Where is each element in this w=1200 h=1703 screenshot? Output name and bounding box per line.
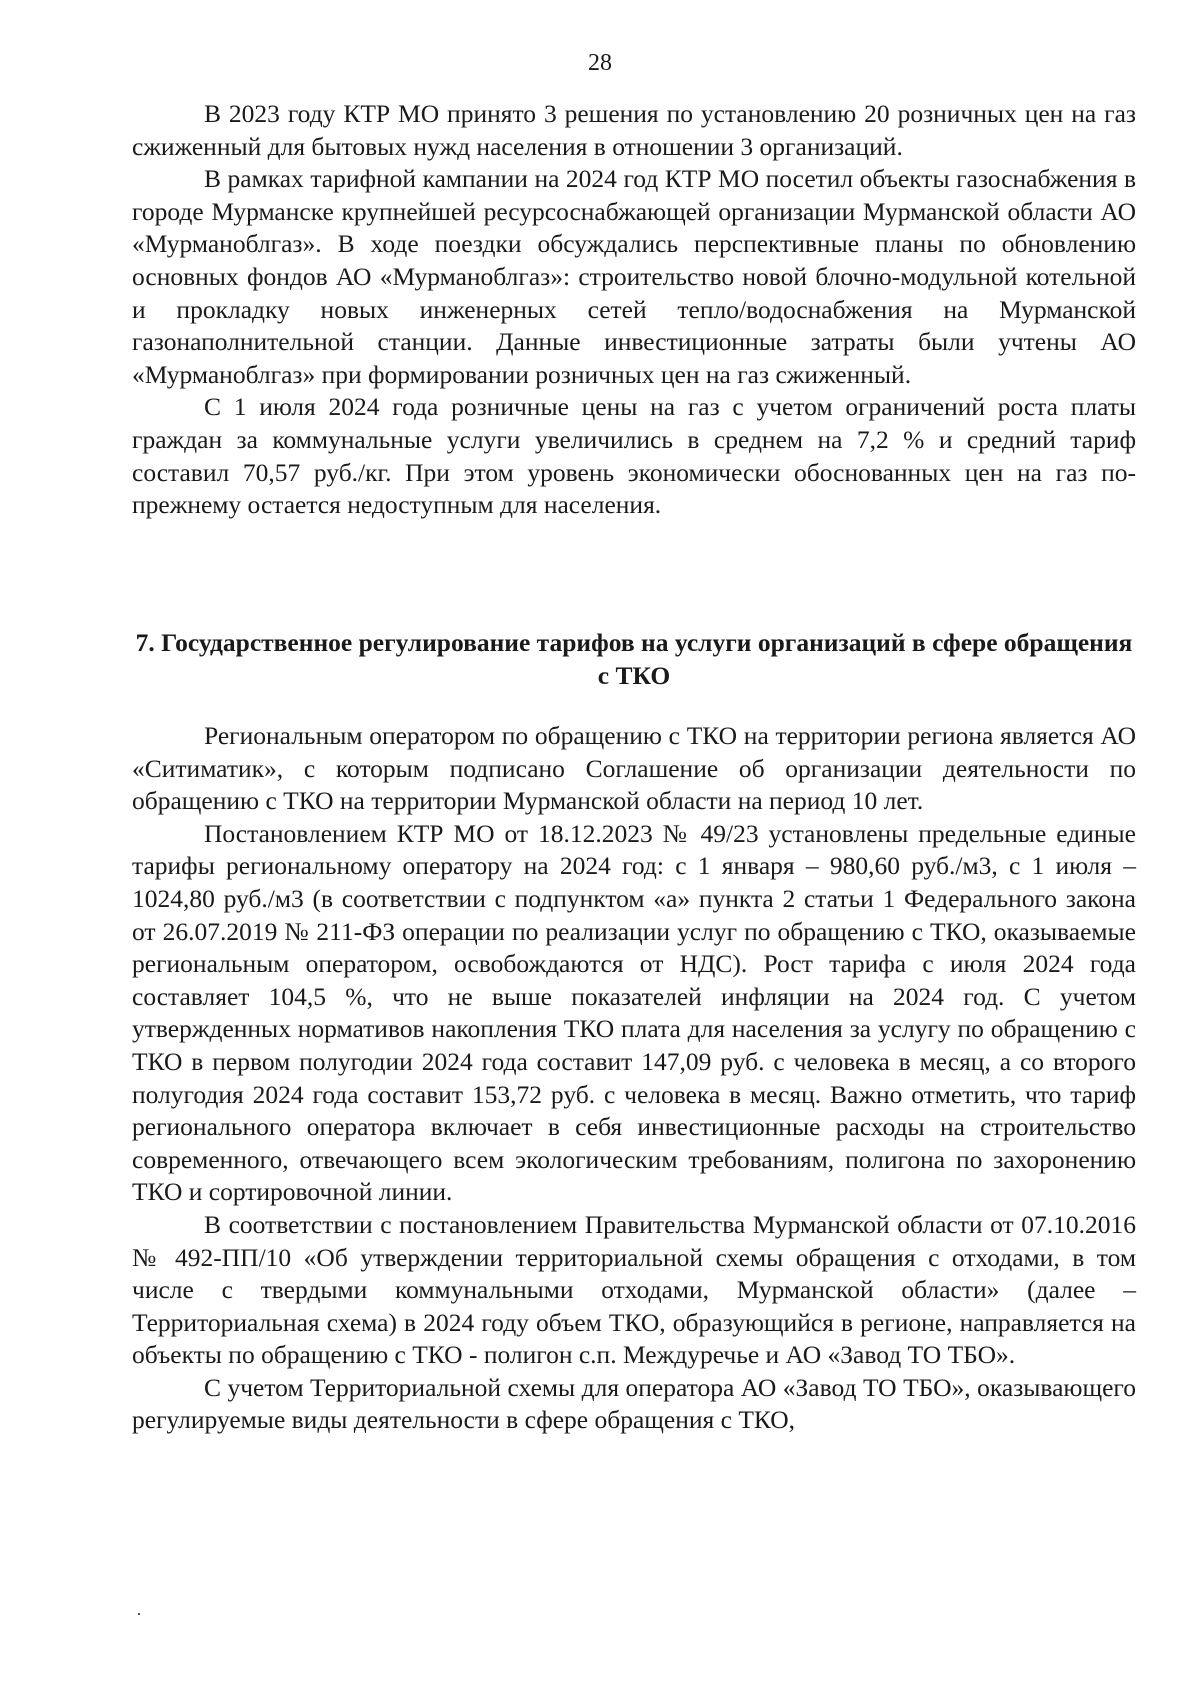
paragraph-operator-continuation: С учетом Территориальной схемы для оператора АО «Завод ТО ТБО», оказывающего регулируемые виды деятельности в сфере обращения с ТКО, [132, 1372, 1136, 1435]
paragraph-gas-price-increase: С 1 июля 2024 года розничные цены на газ с учетом ограничений роста платы граждан за коммунальные услуги увеличились в среднем на 7,2 % и средний тариф составил 70,57 руб./кг. При этом уровень экономически обоснованных цен на газ по-прежнему остается недоступным для населения. [132, 392, 1136, 520]
paragraph-tariff-campaign-visit: В рамках тарифной кампании на 2024 год КТР МО посетил объекты газоснабжения в городе Мурманске крупнейшей ресурсоснабжающей организации Мурманской области АО «Мурманоблгаз». В ходе поездки обсуждались перспективные планы по обновлению основных фондов АО «Мурманоблгаз»: строительство новой блочно-модульной котельной и прокладку новых инженерных сетей тепло/водоснабжения на Мурманской газонаполнительной станции. Данные инвестиционные затраты были учтены АО «Мурманоблгаз» при формировании розничных цен на газ сжиженный. [132, 164, 1136, 389]
page-number: 28 [588, 50, 612, 76]
text-block-after-section [132, 720, 1136, 1437]
text-block-before-section [132, 98, 1136, 522]
scan-artifact-dot [138, 1613, 140, 1615]
paragraph-lpg-decisions: В 2023 году КТР МО принято 3 решения по установлению 20 розничных цен на газ сжиженный для бытовых нужд населения в отношении 3 организаций. [132, 99, 1136, 161]
section-heading [132, 627, 1136, 692]
paragraph-territorial-scheme: В соответствии с постановлением Правительства Мурманской области от 07.10.2016 № 492-ПП/10 «Об утверждении территориальной схемы обращения с отходами, в том числе с твердыми коммунальными отходами, Мурманской области» (далее – Территориальная схема) в 2024 году объем ТКО, образующийся в регионе, направляется на объекты по обращению с ТКО - полигон с.п. Междуречье и АО «Завод ТО ТБО». [132, 1209, 1136, 1370]
paragraph-regional-operator: Региональным оператором по обращению с ТКО на территории региона является АО «Ситиматик», с которым подписано Соглашение об организации деятельности по обращению с ТКО на территории Мурманской области на период 10 лет. [132, 721, 1136, 816]
paragraph-tariff-resolution: Постановлением КТР МО от 18.12.2023 № 49/23 установлены предельные единые тарифы региональному оператору на 2024 год: с 1 января – 980,60 руб./м3, с 1 июля – 1024,80 руб./м3 (в соответствии с подпунктом «а» пункта 2 статьи 1 Федерального закона от 26.07.2019 № 211-ФЗ операции по реализации услуг по обращению с ТКО, оказываемые региональным оператором, освобождаются от НДС). Рост тарифа с июля 2024 года составляет 104,5 %, что не выше показателей инфляции на 2024 год. С учетом утвержденных нормативов накопления ТКО плата для населения за услугу по обращению с ТКО в первом полугодии 2024 года составит 147,09 руб. с человека в месяц, а со второго полугодия 2024 года составит 153,72 руб. с человека в месяц. Важно отметить, что тариф регионального оператора включает в себя инвестиционные расходы на строительство современного, отвечающего всем экологическим требованиям, полигона по захоронению ТКО и сортировочной линии. [132, 818, 1136, 1207]
section-number: 7. [135, 628, 155, 657]
section-title: Государственное регулирование тарифов на услуги организаций в сфере обращения с ТКО [161, 628, 1133, 690]
